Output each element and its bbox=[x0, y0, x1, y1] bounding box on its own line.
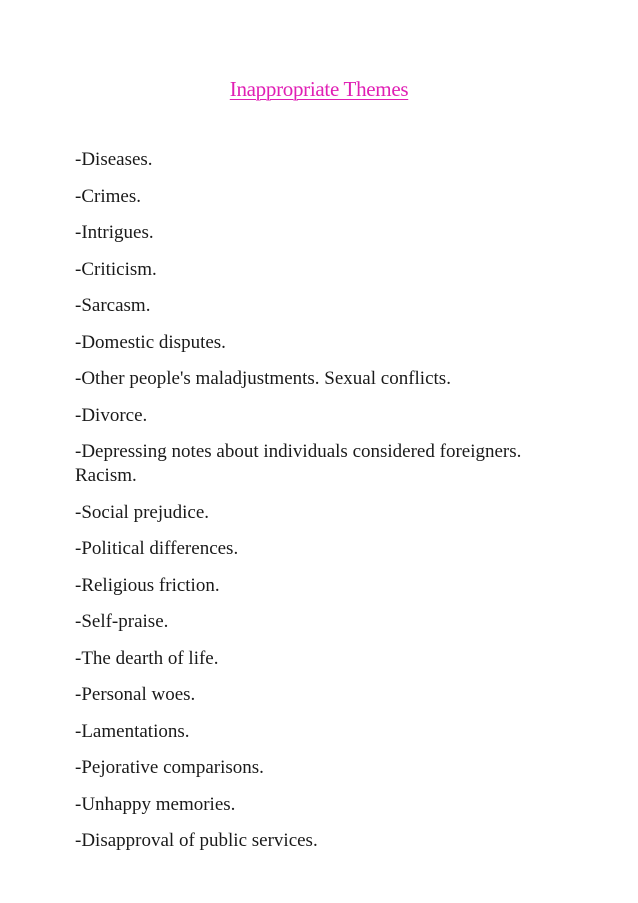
list-item: -Diseases. bbox=[75, 149, 153, 170]
list-item: -Unhappy memories. bbox=[75, 793, 236, 815]
list-item: -Lamentations. bbox=[75, 720, 190, 742]
list-item: -Pejorative comparisons. bbox=[75, 757, 264, 778]
list-item: -Intrigues. bbox=[75, 222, 154, 243]
list-item: -Political differences. bbox=[75, 538, 239, 559]
list-item: -Personal woes. bbox=[75, 684, 196, 705]
list-item: -Criticism. bbox=[75, 258, 157, 280]
list-item: -Sarcasm. bbox=[75, 295, 151, 316]
page-title: Inappropriate Themes bbox=[229, 77, 409, 101]
list-item: -Domestic disputes. bbox=[75, 331, 226, 353]
themes-list bbox=[75, 148, 575, 866]
list-item: -Divorce. bbox=[75, 404, 148, 426]
list-item: -Social prejudice. bbox=[75, 501, 210, 523]
list-item: -Disapproval of public services. bbox=[75, 830, 318, 851]
list-item: -Depressing notes about individuals considered foreigners. Racism. bbox=[75, 441, 522, 486]
list-item: -Religious friction. bbox=[75, 574, 220, 596]
list-item: -The dearth of life. bbox=[75, 647, 219, 669]
list-item: -Crimes. bbox=[75, 185, 141, 207]
list-item: -Other people's maladjustments. Sexual conflicts. bbox=[75, 368, 451, 389]
list-item: -Self-praise. bbox=[75, 611, 169, 632]
